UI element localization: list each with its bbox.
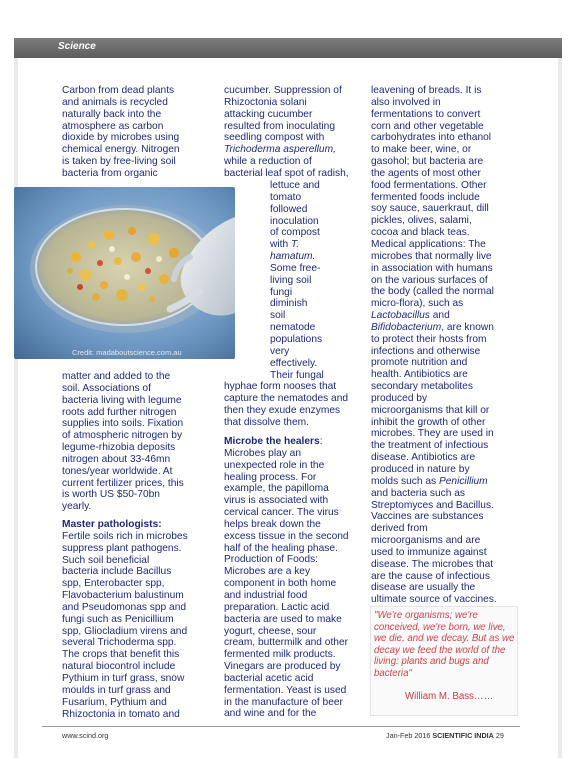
top-margin <box>0 0 576 38</box>
footer-page-number: 29 <box>493 731 504 740</box>
col2-intro <box>224 85 374 180</box>
col3-part-c: and bacteria such as Streptomyces and Bacillus. Vaccines are substances derived from microorganisms and are used to immunize against disease. The microbes that are the cause of infectious disease are usually the ultimate source of vaccines. <box>371 487 497 606</box>
col3-and: and <box>429 310 450 322</box>
col3-lactobacillus: Lactobacillus <box>371 310 430 322</box>
col2-intro-b: while a reduction of bacterial leaf spot of radish, <box>224 156 349 179</box>
col1-pathologists-text: Fertile soils rich in microbes suppress plant pathogens. Such soil beneficial bacteria include Bacillus spp, Enterobacter spp, Flavobacterium balustinum and Pseudomonas spp and fungi such as Penicillium spp, Gliocladium virens and several Trichoderma spp. The crops that benefit this natural biocontrol include Pythium in turf grass, snow moulds in turf grass and Fusarium, Pythium and Rhizoctonia in tomato and <box>62 530 188 720</box>
col2-hyphae: hyphae form nooses that capture the nematodes and then they exude enzymes that dissolve them. <box>224 381 349 428</box>
col3-bifidobacterium: Bifidobacterium <box>371 321 442 333</box>
photo-credit: Credit: madaboutscience.com.au <box>72 348 182 357</box>
quote-author: William M. Bass…… <box>405 691 494 702</box>
petri-dish-illustration <box>14 187 235 359</box>
col3-penicillium: Penicillium <box>438 475 488 487</box>
col2-narrow-a: lettuce and tomato followed inoculation of compost with <box>270 180 320 251</box>
footer-date: Jan-Feb 2016 <box>386 731 433 740</box>
col1-continued: matter and added to the soil. Associations of bacteria living with legume roots add further nitrogen supplies into soils. Fixation of atmospheric nitrogen by legume-rhizobia deposits nitrogen about 33-46mn tones/year worldwide. At current fertilizer prices, this is worth US $50-70bn yearly. <box>62 371 184 513</box>
col1-master-pathologists <box>62 519 212 720</box>
col2-intro-a: cucumber. Suppression of Rhizoctonia solani attacking cucumber resulted from inoculating seedling compost with <box>224 85 342 144</box>
col2-narrow-b: Some free- living soil fungi diminish soil nematode populations very effectively. Their fungal <box>270 262 324 381</box>
section-header-band <box>14 38 562 58</box>
col3-part-a: leavening of breads. It is also involved in fermentations to convert corn and other vegetable carbohydrates into ethanol to make beer, wine, or gasohol; but bacteria are the agents of most other food fermentations. Other fermented foods include soy sauce, sauerkraut, dill pickles, olives, salami, cocoa and black teas. Medical applications: The microbes that normally live in association with humans on the various surfaces of the body (called the normal micro-flora), such as <box>371 85 494 310</box>
footer-rule <box>42 726 520 727</box>
col3-text <box>371 85 521 606</box>
col2-narrow-wrap <box>270 180 360 381</box>
petri-dish-photo <box>14 187 235 359</box>
subhead-microbe-the-healers: Microbe the healers <box>224 436 320 447</box>
col1-intro: Carbon from dead plants and animals is recycled naturally back into the atmosphere as carbon dioxide by microbes using chemical energy. Nitrogen is taken by free-living soil bacteria from organic <box>62 85 180 179</box>
left-margin-rule <box>14 58 18 758</box>
col3-part-b: , are known to protect their hosts from infections and otherwise promote nutrition and health. Antibiotics are secondary metabolites produced by microorganisms that kill or inhibit the growth of other microbes. They are used in the treatment of infectious disease. Antibiotics are produced in nature by molds such as <box>371 321 494 487</box>
col2-healers-text: Microbes play an unexpected role in the healing process. For example, the papilloma virus is associated with cervical cancer. The virus helps break down the excess tissue in the second half of the healing phase. Production of Foods: Microbes are a key component in both home and industrial food preparation. Lactic acid bacteria are used to make yogurt, cheese, sour cream, buttermilk and other fermented milk products. Vinegars are produced by bacterial acetic acid fermentation. Yeast is used in the manufacture of beer and wine and for the <box>224 447 349 720</box>
subhead-colon: : <box>319 436 323 447</box>
subhead-master-pathologists: Master pathologists: <box>62 519 162 530</box>
col2-trichoderma: Trichoderma asperellum, <box>224 144 336 156</box>
footer-website: www.scind.org <box>62 731 109 740</box>
footer-magazine: SCIENTIFIC INDIA <box>432 731 494 740</box>
footer-issue <box>386 731 504 740</box>
section-label: Science <box>58 41 96 52</box>
col2-healers <box>224 436 374 720</box>
pull-quote: "We're organisms; we're conceived, we're born, we live, we die, and we decay. But as we decay we feed the world of the living: plants and bugs and bacteria" <box>374 610 515 679</box>
col2-t-hamatum: T. hamatum. <box>270 239 316 263</box>
right-margin-rule <box>558 58 562 758</box>
